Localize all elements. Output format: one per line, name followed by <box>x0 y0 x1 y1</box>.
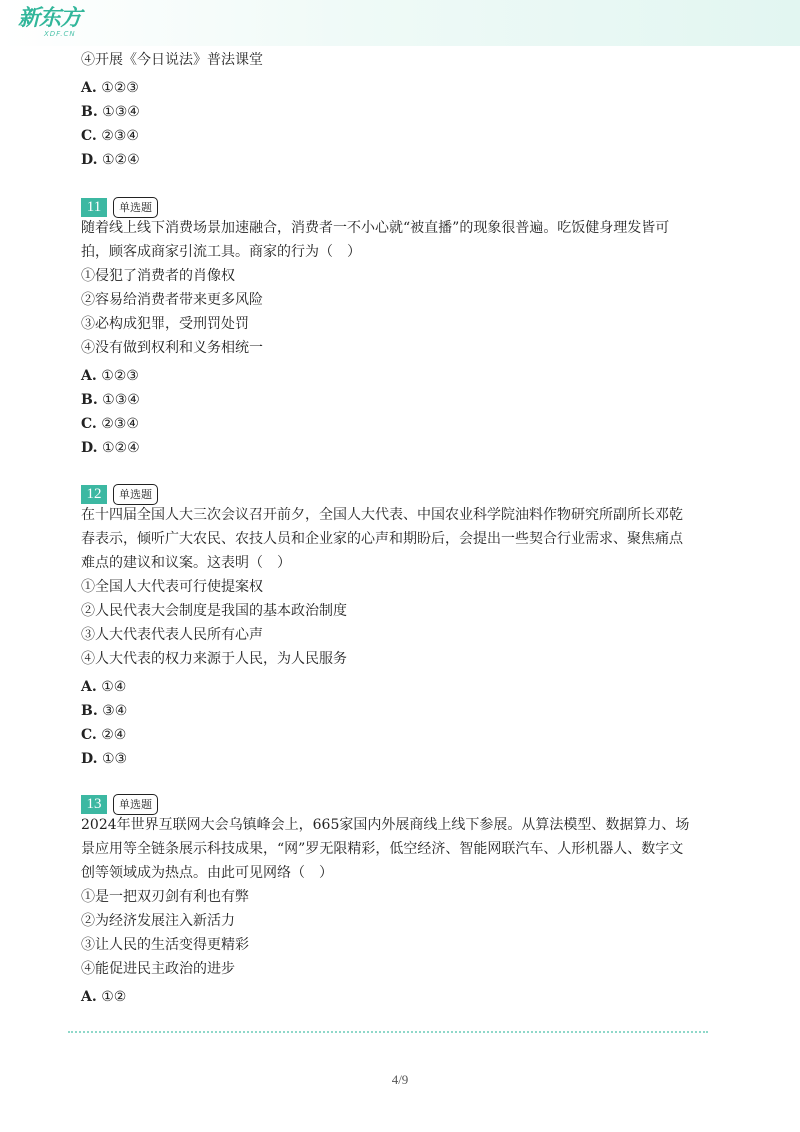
question-stem-line: 创等领域成为热点。由此可见网络（ ） <box>81 865 333 881</box>
option-letter: B. <box>81 104 98 120</box>
question-number-badge: 12 <box>81 485 107 504</box>
option-text: ①③ <box>101 751 128 767</box>
question-stem-line: 难点的建议和议案。这表明（ ） <box>81 555 291 571</box>
option-text: ①②④ <box>101 152 140 168</box>
page-header <box>0 0 800 46</box>
logo-text: 新东方 <box>18 6 82 31</box>
option-text: ①②③ <box>101 368 139 384</box>
option-a <box>81 677 126 697</box>
option-text: ①④ <box>101 679 127 695</box>
question-stem-line: 春表示，倾听广大农民、农技人员和企业家的心声和期盼后，会提出一些契合行业需求、聚焦痛点 <box>81 531 683 547</box>
question-type-tag: 单选题 <box>113 794 158 815</box>
option-letter: C. <box>81 727 97 743</box>
statement-line: ③必构成犯罪，受刑罚处罚 <box>81 316 249 332</box>
question-stem-line: 2024年世界互联网大会乌镇峰会上，665家国内外展商线上线下参展。从算法模型、数据算力、场 <box>81 817 690 833</box>
footer-divider <box>68 1031 708 1033</box>
option-text: ②④ <box>101 727 127 743</box>
option-text: ①② <box>101 989 127 1005</box>
option-letter: D. <box>81 152 98 168</box>
option-letter: B. <box>81 392 98 408</box>
option-d <box>81 150 140 170</box>
option-letter: A. <box>81 368 97 384</box>
option-text: ①②④ <box>101 440 140 456</box>
statement-line: ④没有做到权利和义务相统一 <box>81 340 263 356</box>
statement-line: ④人大代表的权力来源于人民，为人民服务 <box>81 651 347 667</box>
option-b <box>81 390 140 410</box>
question-stem-line: 景应用等全链条展示科技成果，“网”罗无限精彩，低空经济、智能网联汽车、人形机器人、数字文 <box>81 841 684 857</box>
option-b <box>81 102 140 122</box>
statement-line: ①侵犯了消费者的肖像权 <box>81 268 235 284</box>
question-stem-line: 拍，顾客成商家引流工具。商家的行为（ ） <box>81 244 361 260</box>
option-a <box>81 987 126 1007</box>
statement-line: ③让人民的生活变得更精彩 <box>81 937 249 953</box>
option-text: ②③④ <box>101 416 139 432</box>
option-d <box>81 438 140 458</box>
question-number-badge: 13 <box>81 795 107 814</box>
option-c <box>81 126 139 146</box>
statement-line: ①是一把双刃剑有利也有弊 <box>81 889 249 905</box>
question-stem-line: 在十四届全国人大三次会议召开前夕，全国人大代表、中国农业科学院油料作物研究所副所长邓乾 <box>81 507 683 523</box>
question-number-badge: 11 <box>81 198 107 217</box>
option-letter: A. <box>81 989 97 1005</box>
statement-line: ②为经济发展注入新活力 <box>81 913 235 929</box>
statement-line: ④开展《今日说法》普法课堂 <box>81 52 263 68</box>
statement-line: ③人大代表代表人民所有心声 <box>81 627 263 643</box>
option-letter: D. <box>81 751 98 767</box>
option-text: ①②③ <box>101 80 139 96</box>
option-text: ③④ <box>102 703 128 719</box>
option-d <box>81 749 127 769</box>
question-stem-line: 随着线上线下消费场景加速融合，消费者一不小心就“被直播”的现象很普遍。吃饭健身理发皆可 <box>81 220 670 236</box>
option-text: ①③④ <box>102 104 140 120</box>
option-c <box>81 725 126 745</box>
statement-line: ④能促进民主政治的进步 <box>81 961 235 977</box>
page-number: 4/9 <box>391 1072 409 1087</box>
option-letter: D. <box>81 440 98 456</box>
question-type-tag: 单选题 <box>113 197 158 218</box>
question-type-tag: 单选题 <box>113 484 158 505</box>
option-a <box>81 78 139 98</box>
statement-line: ②容易给消费者带来更多风险 <box>81 292 263 308</box>
option-letter: C. <box>81 128 97 144</box>
statement-line: ①全国人大代表可行使提案权 <box>81 579 263 595</box>
logo-subtext: XDF.CN <box>44 30 76 38</box>
option-c <box>81 414 139 434</box>
option-letter: A. <box>81 679 97 695</box>
option-letter: A. <box>81 80 97 96</box>
brand-logo <box>18 6 90 40</box>
option-b <box>81 701 127 721</box>
option-a <box>81 366 139 386</box>
option-text: ①③④ <box>102 392 140 408</box>
option-text: ②③④ <box>101 128 139 144</box>
statement-line: ②人民代表大会制度是我国的基本政治制度 <box>81 603 347 619</box>
option-letter: C. <box>81 416 97 432</box>
option-letter: B. <box>81 703 98 719</box>
